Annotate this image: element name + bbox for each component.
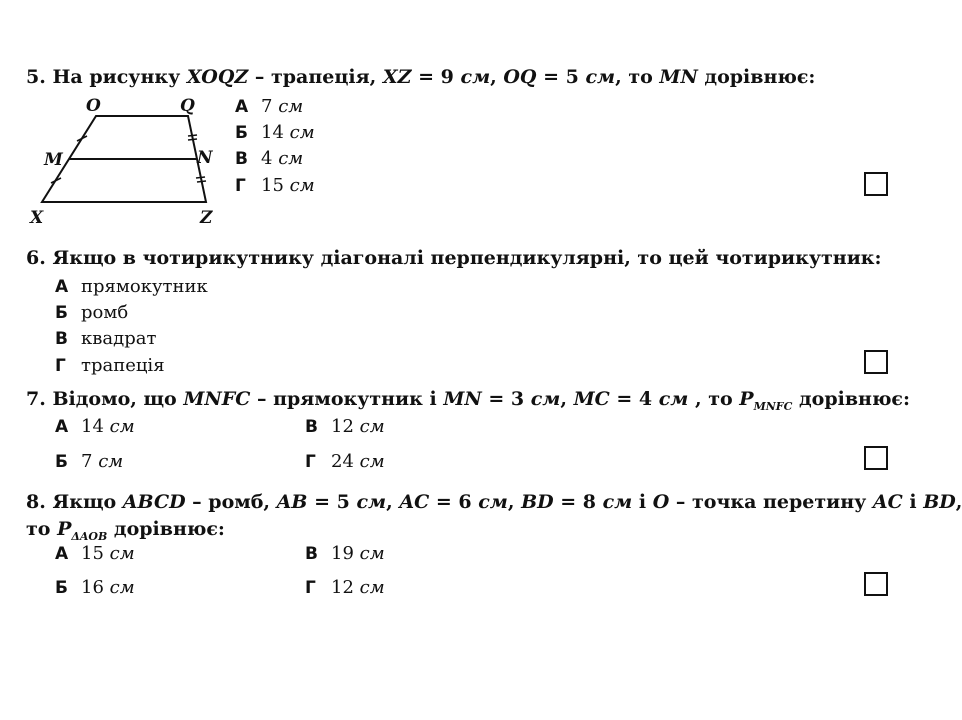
option-value: 16 — [81, 577, 104, 598]
q8-text-part: і — [632, 491, 653, 513]
q8-unit: см — [356, 491, 387, 513]
q5-xz-value: = 9 — [411, 66, 461, 88]
option-letter: А — [55, 277, 69, 297]
q8-unit: см — [602, 491, 633, 513]
option-letter: А — [55, 544, 69, 564]
q8-option-a[interactable] — [55, 543, 135, 564]
q7-answer-box[interactable] — [864, 446, 888, 470]
q8-text-line1 — [26, 491, 962, 513]
q8-perimeter-sub: ΔAOB — [71, 529, 108, 543]
option-letter: Г — [55, 356, 66, 376]
q5-option-b[interactable] — [235, 122, 315, 143]
q5-answer-box[interactable] — [864, 172, 888, 196]
q7-text-part: , то — [688, 388, 740, 410]
option-unit: см — [359, 577, 385, 598]
q8-bd-value: = 8 — [553, 491, 603, 513]
option-value: 24 — [331, 451, 354, 472]
q7-option-b[interactable] — [55, 451, 123, 472]
option-unit: см — [278, 148, 304, 169]
q8-point-o: O — [652, 491, 670, 513]
q6-option-a[interactable] — [55, 276, 208, 297]
q5-oq-value: = 5 — [536, 66, 586, 88]
label-z: Z — [200, 208, 213, 228]
option-letter: Г — [305, 578, 316, 598]
option-letter: В — [305, 544, 318, 564]
q7-perimeter: P — [739, 388, 754, 410]
q7-segment-mn: MN — [443, 388, 482, 410]
q7-mc-value: = 4 — [609, 388, 659, 410]
option-unit: см — [98, 451, 124, 472]
label-m: M — [44, 150, 63, 170]
q8-option-c[interactable] — [305, 543, 385, 564]
q6-option-b[interactable] — [55, 302, 128, 323]
option-letter: В — [55, 329, 68, 349]
q7-option-c[interactable] — [305, 416, 385, 437]
q8-segment-ac: AC — [399, 491, 430, 513]
q8-option-b[interactable] — [55, 577, 135, 598]
option-unit: см — [289, 175, 315, 196]
q6-text — [26, 247, 882, 269]
option-value: 15 — [261, 175, 284, 196]
q8-ac-value: = 6 — [429, 491, 479, 513]
q8-figure-name: ABCD — [122, 491, 186, 513]
q8-text-line2 — [26, 518, 225, 543]
q5-option-c[interactable] — [235, 148, 303, 169]
option-value: квадрат — [81, 328, 157, 349]
option-unit: см — [109, 543, 135, 564]
q5-text-part: , — [490, 66, 504, 88]
option-letter: Б — [55, 578, 68, 598]
q7-text-part: – прямокутник і — [250, 388, 444, 410]
option-unit: см — [109, 577, 135, 598]
option-letter: Г — [235, 176, 246, 196]
option-value: трапеція — [81, 355, 165, 376]
q5-figure-name: XOQZ — [186, 66, 249, 88]
q6-answer-box[interactable] — [864, 350, 888, 374]
q8-text-part: і — [902, 491, 924, 513]
tick-mark — [188, 135, 197, 136]
q7-figure-name: MNFC — [183, 388, 251, 410]
q7-segment-mc: MC — [573, 388, 610, 410]
q6-option-c[interactable] — [55, 328, 156, 349]
option-unit: см — [359, 543, 385, 564]
option-value: прямокутник — [81, 276, 208, 297]
label-x: X — [30, 208, 44, 228]
label-q: Q — [180, 96, 195, 116]
option-unit: см — [278, 96, 304, 117]
q7-unit: см — [530, 388, 561, 410]
label-n: N — [197, 148, 213, 168]
q8-text-part: – ромб, — [185, 491, 277, 513]
q5-option-a[interactable] — [235, 96, 303, 117]
option-value: 12 — [331, 416, 354, 437]
q7-text-part: , — [560, 388, 574, 410]
q8-text-part: дорівнює: — [107, 518, 225, 540]
q8-answer-box[interactable] — [864, 572, 888, 596]
q8-segment-bd: BD — [521, 491, 554, 513]
option-value: 12 — [331, 577, 354, 598]
q5-text-part: дорівнює: — [697, 66, 816, 88]
q8-segment-bd: BD — [923, 491, 956, 513]
q7-unit: см — [658, 388, 689, 410]
option-value: 7 — [81, 451, 93, 472]
q6-number: 6. — [26, 247, 46, 269]
option-value: 7 — [261, 96, 273, 117]
q8-text-part: , — [955, 491, 962, 513]
q8-segment-ab: AB — [276, 491, 308, 513]
option-value: 14 — [261, 122, 284, 143]
q5-segment-oq: OQ — [503, 66, 537, 88]
q8-text-part: , — [507, 491, 522, 513]
option-letter: Б — [55, 452, 68, 472]
q7-text-part: Відомо, що — [52, 388, 184, 410]
q5-segment-xz: XZ — [382, 66, 412, 88]
q8-option-d[interactable] — [305, 577, 385, 598]
option-letter: В — [305, 417, 318, 437]
option-letter: А — [235, 97, 249, 117]
q6-option-d[interactable] — [55, 355, 165, 376]
q8-text-part: то — [26, 518, 58, 540]
option-value: 4 — [261, 148, 273, 169]
q8-text-part: Якщо — [52, 491, 123, 513]
option-letter: Б — [235, 123, 248, 143]
option-letter: Г — [305, 452, 316, 472]
option-letter: В — [235, 149, 248, 169]
q5-text-part: На рисунку — [52, 66, 187, 88]
q8-text-part: , — [386, 491, 400, 513]
q5-unit: см — [585, 66, 616, 88]
q7-text — [26, 388, 910, 413]
q7-option-d[interactable] — [305, 451, 385, 472]
q7-number: 7. — [26, 388, 46, 410]
q8-segment-ac: AC — [872, 491, 903, 513]
option-value: ромб — [81, 302, 129, 323]
q5-text — [26, 66, 815, 88]
q7-perimeter-sub: MNFC — [753, 399, 793, 413]
q7-text-part: дорівнює: — [792, 388, 911, 410]
q5-text-part: , то — [615, 66, 660, 88]
q5-unit: см — [460, 66, 491, 88]
option-unit: см — [359, 416, 385, 437]
q6-question: Якщо в чотирикутнику діагоналі перпендикулярні, то цей чотирикутник: — [52, 247, 882, 269]
tick-mark — [196, 177, 205, 178]
q8-text-part: – точка перетину — [669, 491, 873, 513]
q5-text-part: – трапеція, — [248, 66, 383, 88]
option-unit: см — [359, 451, 385, 472]
q5-segment-mn: MN — [659, 66, 698, 88]
option-letter: А — [55, 417, 69, 437]
trapezoid-figure — [30, 92, 230, 232]
q8-ab-value: = 5 — [307, 491, 357, 513]
q5-option-d[interactable] — [235, 175, 315, 196]
tick-mark — [197, 181, 206, 182]
q8-perimeter: P — [57, 518, 72, 540]
option-value: 15 — [81, 543, 104, 564]
tick-mark — [188, 139, 197, 140]
q7-option-a[interactable] — [55, 416, 135, 437]
q8-unit: см — [478, 491, 508, 513]
q8-number: 8. — [26, 491, 46, 513]
option-value: 14 — [81, 416, 104, 437]
q5-number: 5. — [26, 66, 46, 88]
q7-mn-value: = 3 — [481, 388, 531, 410]
option-unit: см — [289, 122, 315, 143]
option-value: 19 — [331, 543, 354, 564]
label-o: O — [86, 96, 101, 116]
option-letter: Б — [55, 303, 68, 323]
option-unit: см — [109, 416, 135, 437]
